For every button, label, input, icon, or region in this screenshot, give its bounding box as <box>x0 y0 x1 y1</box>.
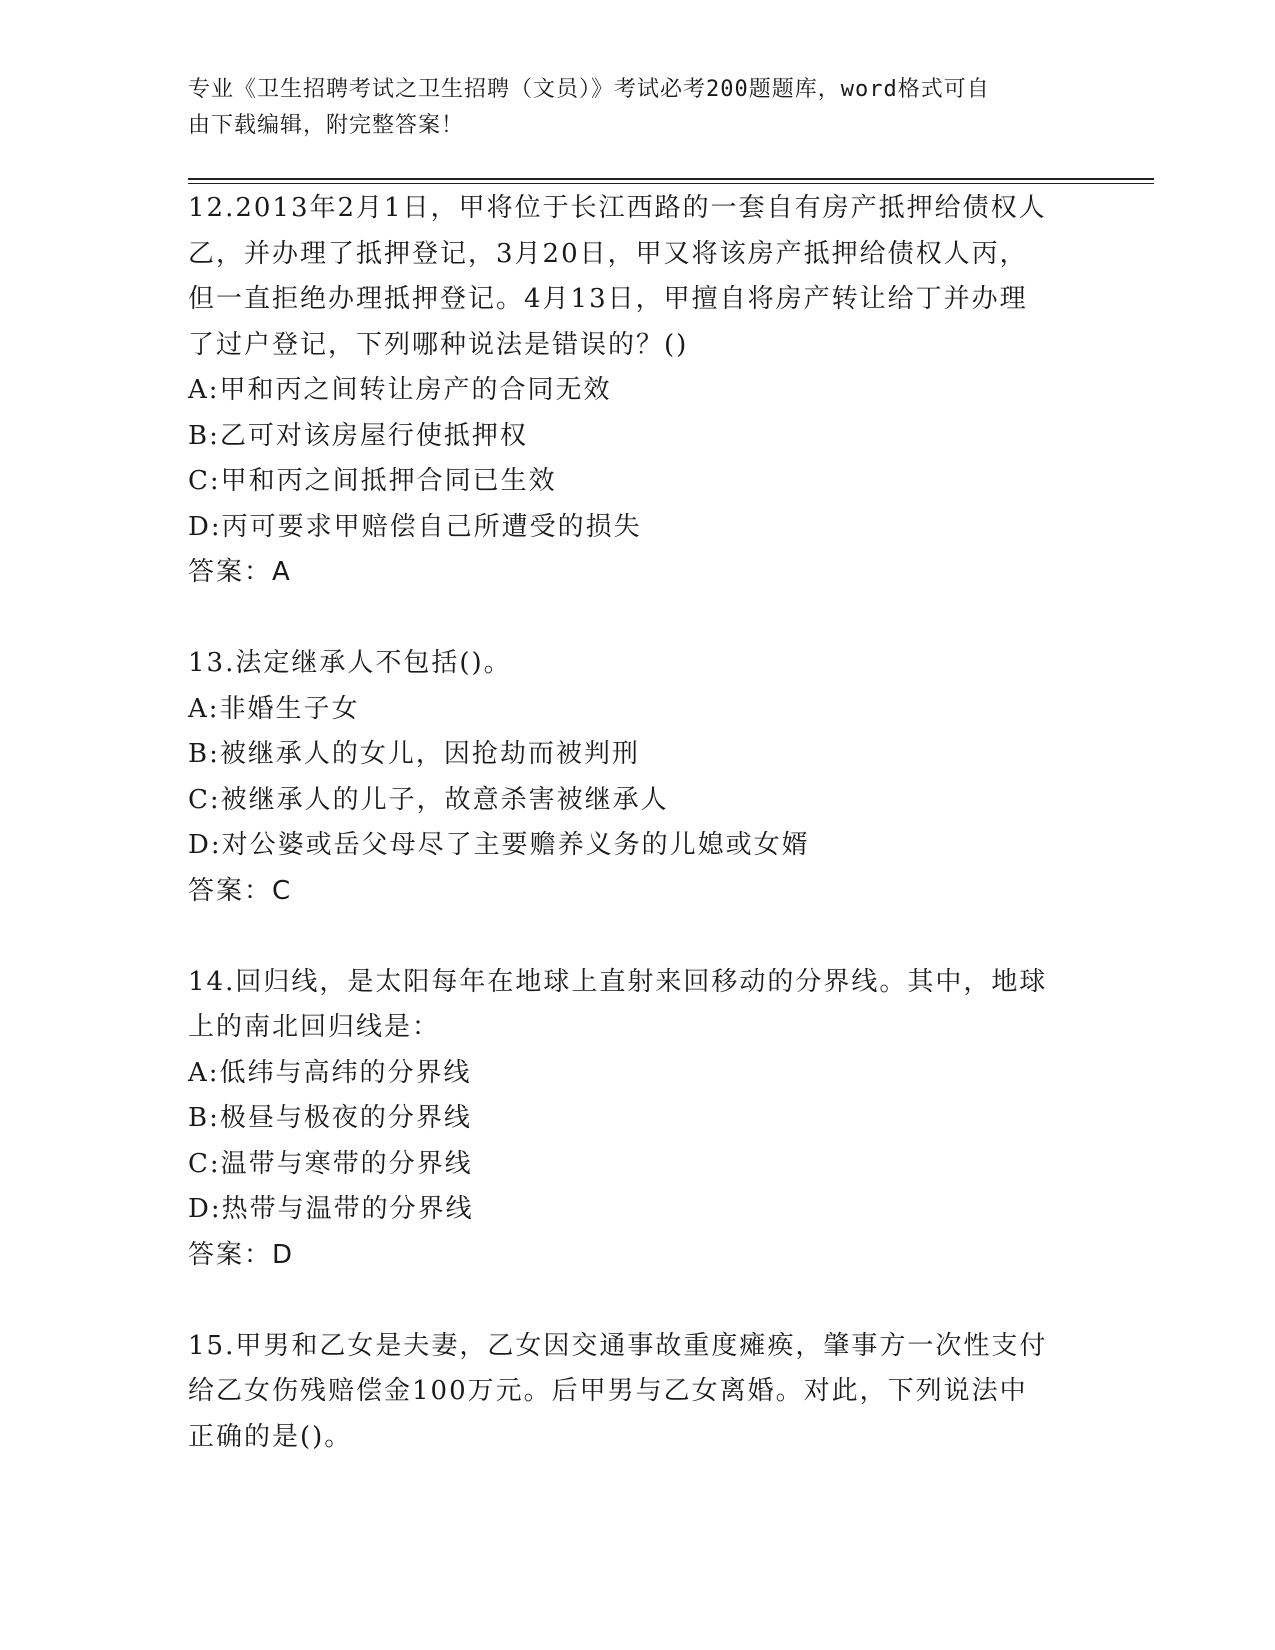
header-line-2: 由下载编辑，附完整答案！ <box>188 113 465 138</box>
spacer <box>188 1278 1088 1324</box>
header-line-1: 专业《卫生招聘考试之卫生招聘（文员）》考试必考200题题库，word格式可自 <box>188 77 990 102</box>
question-stem-line: 14.回归线，是太阳每年在地球上直射来回移动的分界线。其中，地球 <box>188 966 1048 997</box>
option-a: A:低纬与高纬的分界线 <box>188 1057 472 1088</box>
question-stem-line: 但一直拒绝办理抵押登记。4月13日，甲擅自将房产转让给丁并办理 <box>188 284 1028 314</box>
question-stem-line: 了过户登记，下列哪种说法是错误的？() <box>188 329 689 360</box>
option-b: B:乙可对该房屋行使抵押权 <box>188 420 528 451</box>
question-13 <box>188 641 1088 914</box>
option-a: A:非婚生子女 <box>188 693 360 724</box>
question-stem-line: 给乙女伤残赔偿金100万元。后甲男与乙女离婚。对此，下列说法中 <box>188 1376 1028 1406</box>
question-stem-line: 13.法定继承人不包括()。 <box>188 648 512 678</box>
header-divider-thin <box>188 183 1154 184</box>
question-12 <box>188 186 1088 596</box>
spacer <box>188 914 1088 960</box>
question-list <box>188 186 1088 1460</box>
option-d: D:丙可要求甲赔偿自己所遭受的损失 <box>188 511 642 542</box>
question-stem-line: 12.2013年2月1日，甲将位于长江西路的一套自有房产抵押给债权人 <box>188 193 1047 223</box>
question-stem-line: 乙，并办理了抵押登记，3月20日，甲又将该房产抵押给债权人丙， <box>188 238 1028 269</box>
option-a: A:甲和丙之间转让房产的合同无效 <box>188 375 612 405</box>
option-d: D:热带与温带的分界线 <box>188 1194 474 1224</box>
answer-label: 答案：C <box>188 875 293 906</box>
option-c: C:被继承人的儿子，故意杀害被继承人 <box>188 784 669 815</box>
question-14 <box>188 960 1088 1279</box>
header-divider-thick <box>188 178 1154 180</box>
question-15 <box>188 1324 1088 1461</box>
option-c: C:甲和丙之间抵押合同已生效 <box>188 466 557 496</box>
answer-label: 答案：D <box>188 1239 295 1270</box>
option-b: B:极昼与极夜的分界线 <box>188 1103 472 1133</box>
option-d: D:对公婆或岳父母尽了主要赡养义务的儿媳或女婿 <box>188 830 810 860</box>
question-stem-line: 15.甲男和乙女是夫妻，乙女因交通事故重度瘫痪，肇事方一次性支付 <box>188 1330 1048 1361</box>
option-b: B:被继承人的女儿，因抢劫而被判刑 <box>188 739 640 769</box>
option-c: C:温带与寒带的分界线 <box>188 1148 473 1179</box>
question-stem-line: 正确的是()。 <box>188 1421 353 1452</box>
spacer <box>188 596 1088 642</box>
question-stem-line: 上的南北回归线是： <box>188 1012 441 1042</box>
answer-label: 答案：A <box>188 557 292 587</box>
document-header <box>188 72 1088 144</box>
